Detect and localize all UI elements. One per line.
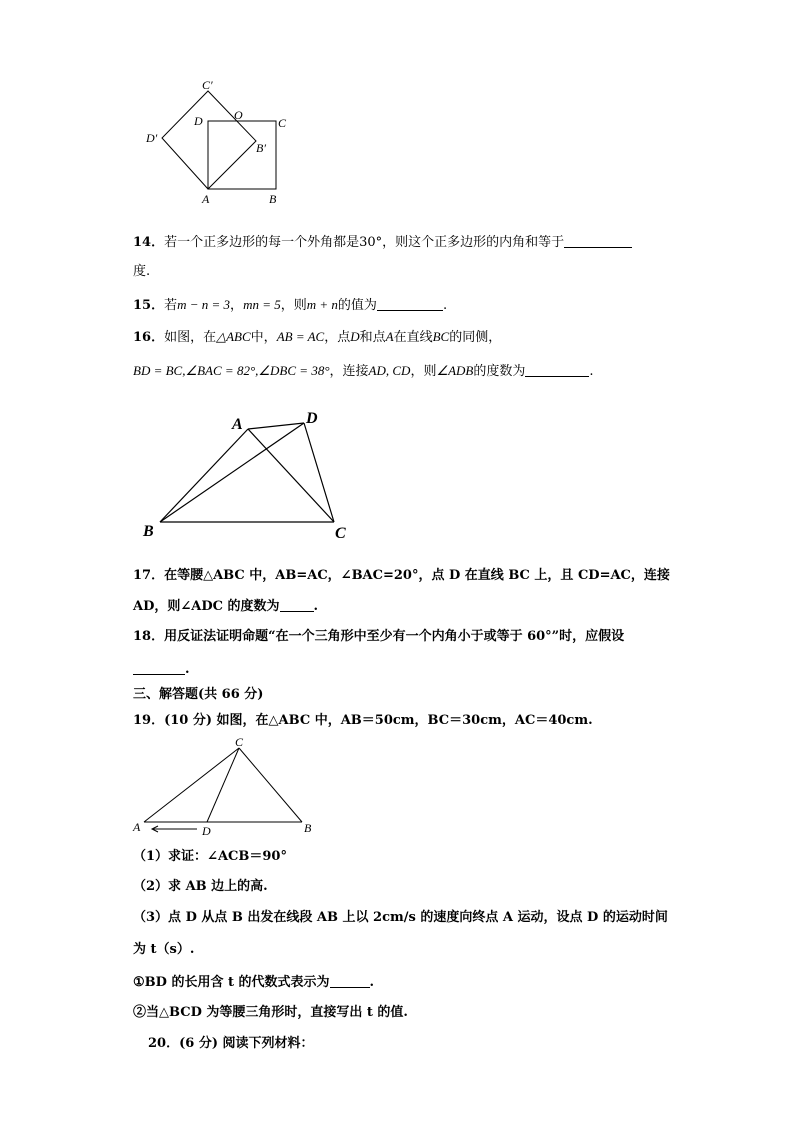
question-19-part-3a: （3）点 D 从点 B 出发在线段 AB 上以 2cm/s 的速度向终点 A 运动，设点 D 的运动时间 <box>133 910 668 925</box>
label-a: A <box>202 192 210 206</box>
question-17-line2 <box>133 597 318 616</box>
label-c-prime: C′ <box>202 78 213 92</box>
label-b: B <box>269 192 277 206</box>
label-d: D <box>194 114 203 128</box>
question-15 <box>133 296 447 315</box>
q16-t1: 如图，在 <box>164 330 217 345</box>
label-d: D <box>202 824 211 838</box>
q15-expr3: m + n <box>306 297 338 312</box>
label-c: C <box>235 735 244 749</box>
label-c: C <box>335 525 346 542</box>
q16-t9: 的度数为 <box>473 364 526 379</box>
q16-t4: 和点 <box>359 330 386 345</box>
q14-number: 14． <box>133 235 165 250</box>
label-d-prime: D′ <box>146 131 158 145</box>
label-a: A <box>133 820 141 834</box>
q15-number: 15． <box>133 298 165 313</box>
q18-end: . <box>185 662 190 677</box>
question-19-part-3d: ②当△BCD 为等腰三角形时，直接写出 t 的值. <box>133 1005 408 1020</box>
question-19-part-3b: 为 t（s）. <box>133 942 195 957</box>
q15-post: 的值为 <box>337 298 377 313</box>
q16-t7: ，连接 <box>329 364 369 379</box>
label-o: O <box>234 108 243 122</box>
q16-end: . <box>589 364 594 379</box>
label-a: A <box>232 416 243 433</box>
q15-sep: ， <box>230 298 244 313</box>
question-18-line2 <box>133 660 190 679</box>
question-14-tail: 度. <box>133 264 151 279</box>
q16-a: A <box>385 329 394 344</box>
q16-t3: ，点 <box>324 330 351 345</box>
q16-bc: BC <box>432 329 450 344</box>
question-19-part-3c <box>133 973 374 992</box>
question-18-line1: 18．用反证法证明命题“在一个三角形中至少有一个内角小于或等于 60°”时，应假设 <box>133 629 625 644</box>
question-20: 20．(6 分) 阅读下列材料： <box>148 1036 314 1051</box>
q16-angle: ∠ADB <box>436 363 474 378</box>
q15-blank[interactable] <box>377 296 443 311</box>
q16-t2: 中， <box>250 330 277 345</box>
section-3-title: 三、解答题(共 66 分) <box>133 687 264 702</box>
q17-blank[interactable] <box>280 597 314 612</box>
q15-mid: ，则 <box>280 298 307 313</box>
question-14 <box>133 233 632 252</box>
q19-blank[interactable] <box>330 973 370 988</box>
label-b: B <box>143 523 154 540</box>
figure-rotated-square <box>138 76 298 208</box>
q17-text: AD，则∠ADC 的度数为 <box>133 599 280 614</box>
q17-end: . <box>313 599 319 614</box>
figure-triangle-abc-moving-d <box>130 733 330 839</box>
q19-p3c-end: . <box>369 975 375 990</box>
figure-triangle-abcd <box>138 405 358 545</box>
q16-adcd: AD, CD <box>368 363 411 378</box>
question-17-line1: 17．在等腰△ABC 中，AB=AC，∠BAC=20°，点 D 在直线 BC 上，且 CD=AC，连接 <box>133 568 670 583</box>
q16-t6: 的同侧， <box>449 330 502 345</box>
q14-text: 若一个正多边形的每一个外角都是30°，则这个正多边形的内角和等于 <box>164 235 565 250</box>
question-16-line1 <box>133 328 501 347</box>
question-19: 19．(10 分) 如图，在△ABC 中，AB＝50cm，BC＝30cm，AC＝40cm. <box>133 713 593 728</box>
q16-math: BD = BC,∠BAC = 82°,∠DBC = 38° <box>133 363 330 378</box>
q14-blank[interactable] <box>564 233 632 248</box>
q18-blank[interactable] <box>133 660 185 675</box>
q16-t8: ，则 <box>410 364 437 379</box>
label-b: B <box>304 821 312 835</box>
q16-d: D <box>350 329 360 344</box>
q15-end: . <box>442 298 448 313</box>
question-19-part-1: （1）求证：∠ACB＝90° <box>133 849 287 864</box>
question-19-part-2: （2）求 AB 边上的高. <box>133 879 268 894</box>
label-b-prime: B′ <box>256 141 266 155</box>
q16-t5: 在直线 <box>393 330 433 345</box>
q16-blank[interactable] <box>525 362 589 377</box>
q15-expr1: m − n = 3 <box>177 297 231 312</box>
label-d: D <box>306 410 318 427</box>
q15-expr2: mn = 5 <box>243 297 281 312</box>
label-c: C <box>278 116 287 130</box>
q16-tri: △ABC <box>216 329 251 344</box>
q15-pre: 若 <box>164 298 178 313</box>
question-16-line2 <box>133 362 594 381</box>
q16-eq: AB = AC <box>276 329 325 344</box>
q19-p3c-text: ①BD 的长用含 t 的代数式表示为 <box>133 975 330 990</box>
q16-number: 16． <box>133 330 165 345</box>
